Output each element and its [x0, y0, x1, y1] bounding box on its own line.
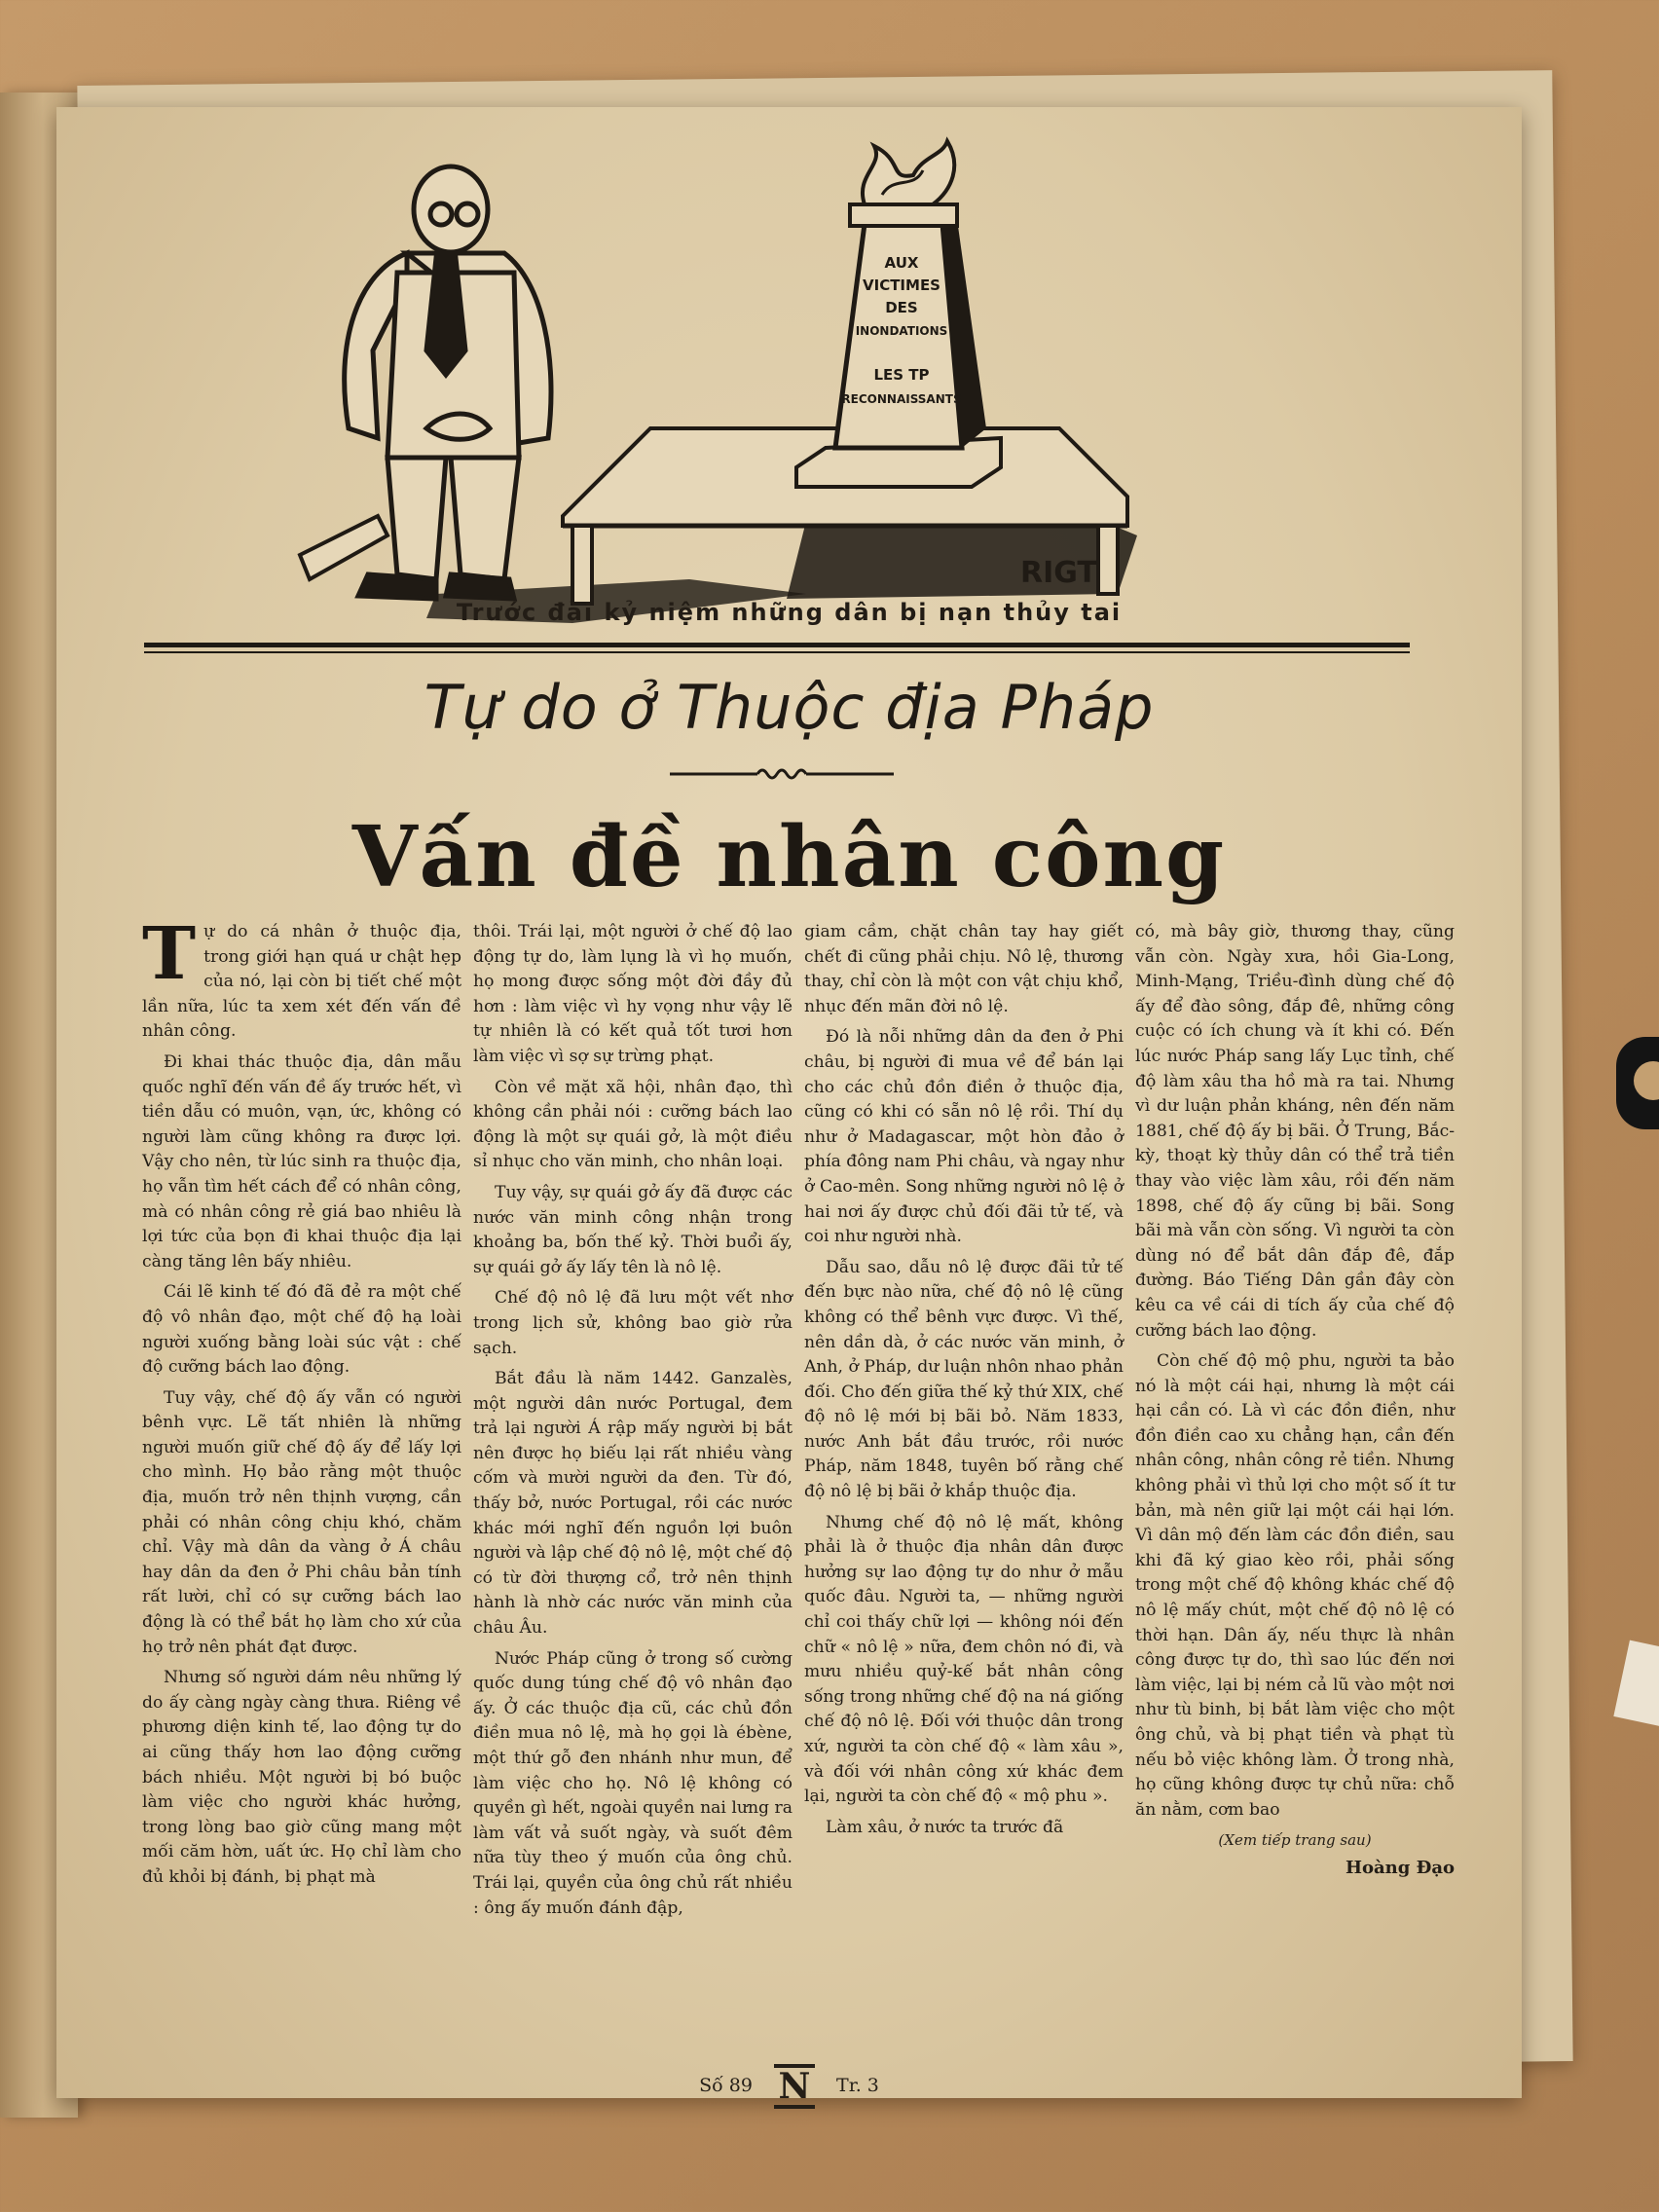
column-4	[1135, 920, 1455, 1881]
page-footer	[56, 2064, 1522, 2109]
column-3	[804, 920, 1124, 1846]
paragraph: Nước Pháp cũng ở trong số cường quốc dung túng chế độ vô nhân đạo ấy. Ở các thuộc địa cũ, các chủ đồn điền mua nô lệ, mà họ gọi là ébène, một thứ gỗ đen nhánh như mun, để làm việc cho họ. Nô lệ không có quyền gì hết, ngoài quyền nai lưng ra làm vất vả suốt ngày, và suốt đêm nữa tùy theo ý muốn của ông chủ. Trái lại, quyền của ông chủ rất nhiều : ông ấy muốn đánh đập,	[473, 1648, 793, 1918]
cartoon-signature: RIGT	[1020, 556, 1097, 590]
article-headline: Vấn đề nhân công	[351, 808, 1227, 906]
divider-rule-thin	[144, 651, 1410, 653]
paragraph: Nhưng số người dám nêu những lý do ấy càng ngày càng thưa. Riêng về phương diện kinh tế, lao động tự do ai cũng thấy hơn lao động cưỡng bách nhiều. Một người bị bó buộc làm việc cho người khác hưởng, trong lòng bao giờ cũng mang một mối căm hờn, uất ức. Họ chỉ làm cho đủ khỏi bị đánh, bị phạt mà	[142, 1668, 461, 1887]
monument-line-1: AUX	[884, 254, 919, 272]
paragraph: Tuy vậy, sự quái gở ấy đã được các nước văn minh công nhận trong khoảng ba, bốn thế kỷ. Thời buổi ấy, sự quái gở ấy lấy tên là nô lệ.	[473, 1182, 793, 1277]
paragraph: Nhưng chế độ nô lệ mất, không phải là ở thuộc địa nhân dân được hưởng sự lao động tự do như ở mẫu quốc đâu. Người ta, — những người chỉ coi thấy chữ lợi — không nói đến chữ « nô lệ » nữa, đem chôn nó đi, và mưu nhiều quỷ-kế bắt nhân công sống trong những chế độ na ná giống chế độ nô lệ. Đối với thuộc dân trong xứ, người ta còn chế độ « làm xâu », và đối với nhân công xứ khác đem lại, người ta còn chế độ « mộ phu ».	[804, 1512, 1124, 1807]
continued-note: (Xem tiếp trang sau)	[1218, 1831, 1372, 1850]
paragraph: giam cầm, chặt chân tay hay giết chết đi cũng phải chịu. Nô lệ, thương thay, chỉ còn là một con vật chịu khổ, nhục đến mãn đời nô lệ.	[804, 922, 1124, 1016]
monument-line-6: RECONNAISSANTS	[841, 392, 962, 406]
paragraph: Chế độ nô lệ đã lưu một vết nhơ trong lịch sử, không bao giờ rửa sạch.	[473, 1288, 793, 1358]
paragraph: Tuy vậy, chế độ ấy vẫn có người bênh vực. Lẽ tất nhiên là những người muốn giữ chế độ ấy để lấy lợi cho mình. Họ bảo rằng một thuộc địa, muốn trở nên thịnh vượng, cần phải có nhân công chịu khó, chăm chỉ. Vậy mà dân da vàng ở Á châu hay dân da đen ở Phi châu bản tính rất lười, chỉ có sự cưỡng bách lao động là có thể bắt họ làm cho xứ của họ trở nên phát đạt được.	[142, 1387, 461, 1657]
paragraph: Còn chế độ mộ phu, người ta bảo nó là một cái hại, nhưng là một cái hại cần có. Là vì các đồn điền, như đồn điền cao xu chẳng hạn, cần đến nhân công, nhân công rẻ tiền. Nhưng không phải vì thủ lợi cho một số ít tư bản, mà nên giữ lại một cái hại lớn. Vì dân mộ đến làm các đồn điền, sau khi đã ký giao kèo rồi, phải sống trong một chế độ không khác chế độ nô lệ mấy chút, một chế độ nô lệ có thời hạn. Dân ấy, nếu thực là nhân công được tự do, thì sao lúc đến nơi làm việc, lại bị ném cả lũ vào một nơi như tù binh, bị bắt làm việc cho một ông chủ, và bị phạt tiền và phạt tù nếu bỏ việc không làm. Ở trong nhà, họ cũng không được tự chủ nữa: chỗ ăn nằm, cơm bao	[1135, 1351, 1455, 1820]
paragraph: ự do cá nhân ở thuộc địa, trong giới hạn quá ư chật hẹp của nó, lại còn bị tiết chế một lần nữa, lúc ta xem xét đến vấn đề nhân công.	[142, 922, 461, 1042]
paragraph: Làm xâu, ở nước ta trước đã	[826, 1817, 1064, 1837]
monument-line-3: DES	[885, 299, 918, 316]
article-body	[142, 912, 1456, 2098]
column-1	[142, 912, 461, 1897]
paragraph: Dẫu sao, dẫu nô lệ được đãi tử tế đến bực nào nữa, chế độ nô lệ cũng không có thể bênh vực được. Vì thế, nên dần dà, ở các nước văn minh, ở Anh, ở Pháp, dư luận nhôn nhao phản đối. Cho đến giữa thế kỷ thứ XIX, chế độ nô lệ mới bị bãi bỏ. Năm 1833, nước Anh bắt đầu trước, rồi nước Pháp, năm 1848, tuyên bố rằng chế độ nô lệ bị bãi ở khắp thuộc địa.	[804, 1257, 1124, 1502]
monument-line-4: INONDATIONS	[855, 324, 948, 338]
paper-scrap	[1613, 1641, 1659, 1729]
issue-number: Số 89	[699, 2075, 753, 2096]
monument-line-5: LES TP	[873, 366, 930, 384]
column-2	[473, 920, 793, 1927]
author-byline: Hoàng Đạo	[1345, 1857, 1455, 1878]
divider-rule	[144, 643, 1410, 647]
paragraph: Cái lẽ kinh tế đó đã đẻ ra một chế độ vô nhân đạo, một chế độ hạ loài người xuống bằng loài súc vật : chế độ cưỡng bách lao động.	[142, 1282, 461, 1378]
page-number: Tr. 3	[836, 2075, 879, 2096]
drop-cap: T	[142, 912, 197, 996]
paragraph: Bắt đầu là năm 1442. Ganzalès, một người dân nước Portugal, đem trả lại người Á rập mấy người bị bắt nên được họ biếu lại rất nhiều vàng cốm và mười người da đen. Từ đó, thấy bở, nước Portugal, rồi các nước khác mới nghĩ đến nguồn lợi buôn người và lập chế độ nô lệ, một chế độ có từ đời thượng cổ, trở nên thịnh hành là nhờ các nước văn minh của châu Âu.	[473, 1369, 793, 1639]
paragraph: Đó là nỗi những dân da đen ở Phi châu, bị người đi mua về để bán lại cho các chủ đồn điền ở thuộc địa, cũng có khi có sẵn nô lệ rồi. Thí dụ như ở Madagascar, một hòn đảo ở phía đông nam Phi châu, và ngay như ở Cao-mên. Song những người nô lệ ở hai nơi ấy được chủ đối đãi tử tế, và coi như người nhà.	[804, 1027, 1124, 1247]
paragraph: thôi. Trái lại, một người ở chế độ lao động tự do, làm lụng là vì họ muốn, họ mong được sống một đời đầy đủ hơn : làm việc vì hy vọng như vậy lẽ tự nhiên là có kết quả tốt tươi hơn làm việc vì sợ sự trừng phạt.	[473, 922, 793, 1066]
cartoon-caption: Trước đài kỷ niệm những dân bị nạn thủy tai	[456, 599, 1123, 626]
newspaper-logo: N	[774, 2064, 815, 2109]
paragraph: Đi khai thác thuộc địa, dân mẫu quốc nghĩ đến vấn đề ấy trước hết, vì tiền dẫu có muôn, vạn, ức, không có người làm cũng không ra được lợi. Vậy cho nên, từ lúc sinh ra thuộc địa, họ vẫn tìm hết cách để có nhân công, mà có nhân công rẻ giá bao nhiêu là lợi tức của bọn đi khai thuộc địa lại càng tăng lên bấy nhiêu.	[142, 1051, 461, 1272]
article-kicker: Tự do ở Thuộc địa Pháp	[424, 672, 1155, 743]
paragraph: có, mà bây giờ, thương thay, cũng vẫn còn. Ngày xưa, hồi Gia-Long, Minh-Mạng, Triều-đình dùng chế độ ấy để đào sông, đắp đê, những công cuộc có ích chung và ít khi có. Đến lúc nước Pháp sang lấy Lục tỉnh, chế độ làm xâu tha hồ mà ra tai. Nhưng vì dư luận phản kháng, nên đến năm 1881, chế độ ấy bị bãi. Ở Trung, Bắc-kỳ, thoạt kỳ thủy dân có thể trả tiền thay vào việc làm xâu, rồi đến năm 1898, chế độ ấy cũng bị bãi. Song bãi mà vẫn còn sống. Vì người ta còn dùng nó để bắt dân đắp đê, đắp đường. Báo Tiếng Dân gần đây còn kêu ca về cái di tích ấy của chế độ cưỡng bách lao động.	[1135, 922, 1455, 1341]
ornament-divider	[670, 764, 894, 784]
paragraph: Còn về mặt xã hội, nhân đạo, thì không cần phải nói : cưỡng bách lao động là một sự quái gở, là một điều sỉ nhục cho văn minh, cho nhân loại.	[473, 1077, 793, 1172]
newspaper-page	[56, 107, 1522, 2107]
monument-line-2: VICTIMES	[863, 276, 940, 294]
